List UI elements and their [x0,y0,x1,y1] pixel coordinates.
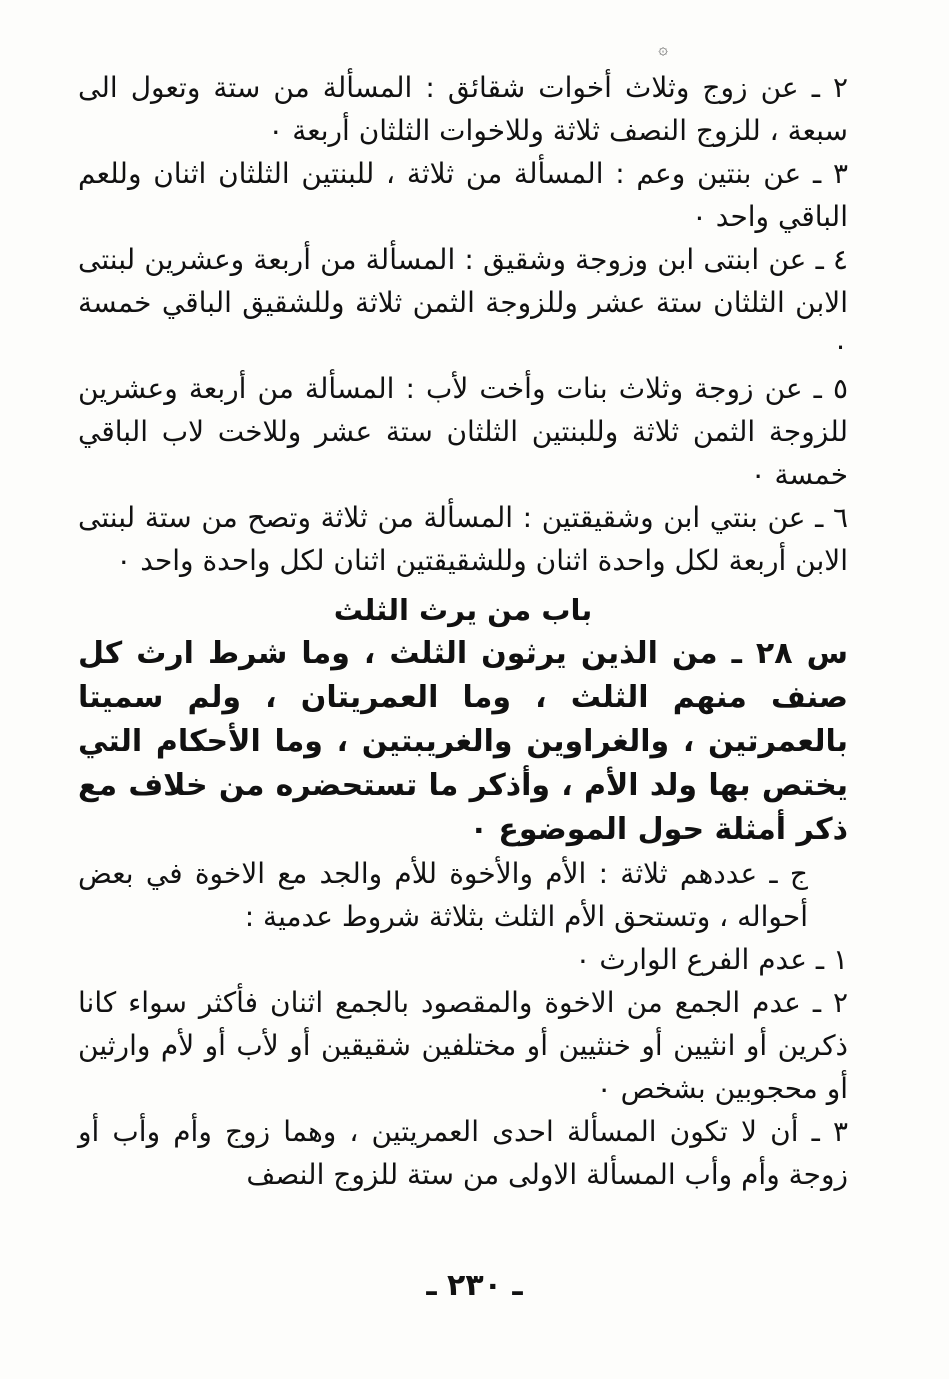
page-number: ـ ٢٣٠ ـ [426,1268,523,1303]
item-text: عن بنتين وعم : المسألة من ثلاثة ، للبنتين الثلثان اثنان وللعم الباقي واحد ٠ [78,157,848,233]
item-number: ٦ ـ [815,501,848,534]
item-text: عن بنتي ابن وشقيقتين : المسألة من ثلاثة وتصح من ستة لبنتى الابن أربعة لكل واحدة اثنان وللشقيقتين اثنان لكل واحدة واحد ٠ [78,501,848,577]
condition-text: عدم الجمع من الاخوة والمقصود بالجمع اثنان فأكثر سواء كانا ذكرين أو انثيين أو خنثيين أو مختلفين شقيقين أو لأب أو لأم وارثين أو محجوبين بشخص ٠ [78,986,848,1105]
page-body [78,66,848,1196]
condition-number: ١ ـ [815,943,848,976]
item-number: ٢ ـ [811,71,848,104]
example-item [78,496,848,582]
example-item [78,367,848,496]
section-heading: باب من يرث الثلث [333,593,593,627]
item-number: ٣ ـ [813,157,848,190]
condition-number: ٣ ـ [811,1115,849,1148]
item-number: ٤ ـ [815,243,849,276]
condition-text: عدم الفرع الوارث ٠ [575,943,807,976]
condition-number: ٢ ـ [812,986,848,1019]
item-number: ٥ ـ [813,372,848,405]
item-text: عن ابنتى ابن وزوجة وشقيق : المسألة من أربعة وعشرين لبنتى الابن الثلثان ستة عشر وللزوجة الثمن ثلاثة وللشقيق الباقي خمسة ٠ [78,243,848,362]
condition-item [78,1110,848,1196]
ornament-icon: ۞ [658,39,668,58]
question-paragraph: س ٢٨ ـ من الذين يرثون الثلث ، وما شرط ارث كل صنف منهم الثلث ، وما العمريتان ، ولم سميتا بالعمرتين ، والغراوين والغريبتين ، وما الأحكام التي يختص بها ولد الأم ، وأذكر ما تستحضره من خلاف مع ذكر أمثلة حول الموضوع ٠ [78,636,848,847]
example-item [78,66,848,152]
condition-item [78,981,848,1110]
condition-item [78,938,848,981]
item-text: عن زوجة وثلاث بنات وأخت لأب : المسألة من أربعة وعشرين للزوجة الثمن ثلاثة وللبنتين الثلثان ستة عشر وللاخت لاب الباقي خمسة ٠ [78,372,848,491]
condition-text: أن لا تكون المسألة احدى العمريتين ، وهما زوج وأم وأب أو زوجة وأم وأب المسألة الاولى من ستة للزوج النصف [78,1115,848,1191]
item-text: عن زوج وثلاث أخوات شقائق : المسألة من ستة وتعول الى سبعة ، للزوج النصف ثلاثة وللاخوات الثلثان أربعة ٠ [78,71,848,147]
example-item [78,152,848,238]
answer-paragraph: ج ـ عددهم ثلاثة : الأم والأخوة للأم والجد مع الاخوة في بعض أحواله ، وتستحق الأم الثلث بثلاثة شروط عدمية : [78,857,808,933]
example-item [78,238,848,367]
